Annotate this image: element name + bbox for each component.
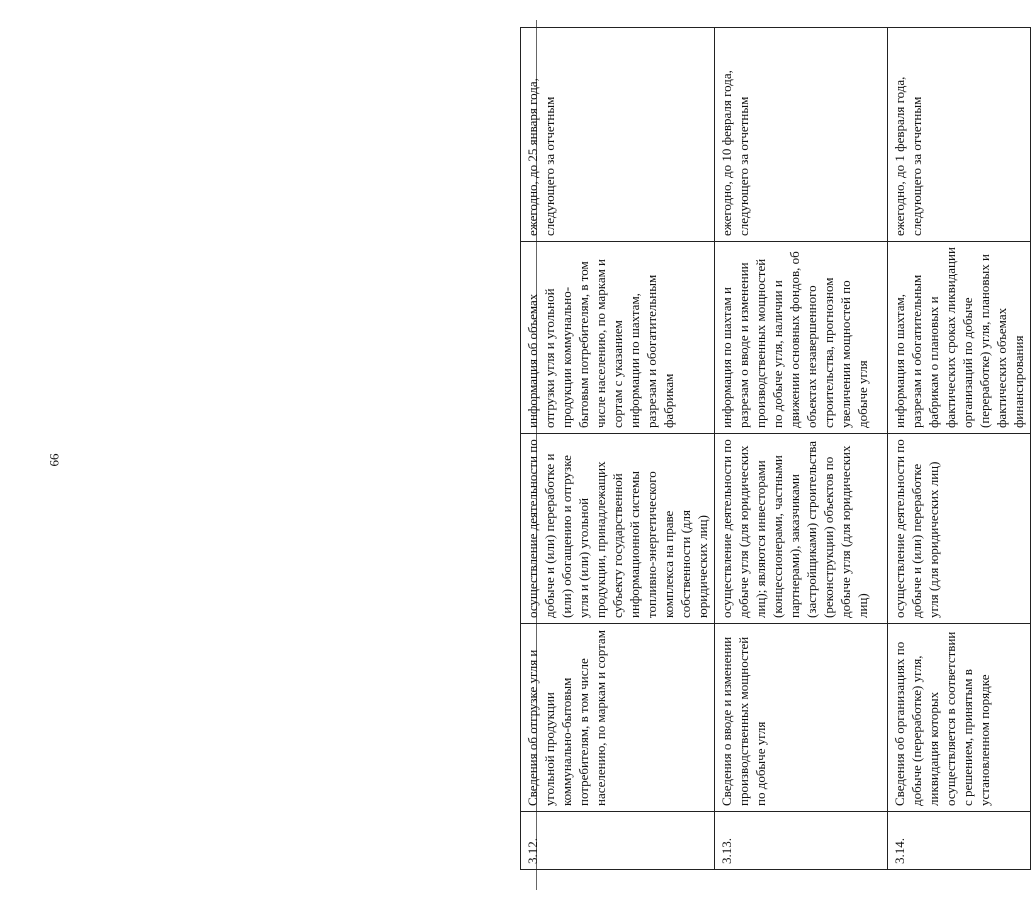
info-content: информация по шахтам, разрезам и обогатительным фабрикам о плановых и фактических сроках ликвидации организаций по добыче (переработке) угля, плановых и фактических объемах финансирования: [888, 242, 1031, 434]
row-number: 3.13.: [715, 812, 888, 870]
info-content: информация по шахтам и разрезам о вводе и изменении производственных мощностей по добыче угля, наличии и движении основных фондов, об объектах незавершенного строительства, прогнозном увеличении мощностей по добыче угля: [715, 242, 888, 434]
subject-activity: осуществление деятельности по добыче и (или) переработке и (или) обогащению и отгрузке угля и (или) угольной продукции, принадлежащих субъекту государственной информационной системы топливно-энергетического комплекса на праве собственности (для юридических лиц): [521, 434, 715, 624]
subject-activity: осуществление деятельности по добыче и (или) переработке угля (для юридических лиц): [888, 434, 1031, 624]
reporting-term: ежегодно, до 1 февраля года, следующего за отчетным: [888, 28, 1031, 242]
page-number: 66: [46, 453, 62, 467]
table-row: [888, 28, 1031, 870]
row-number: 3.12.: [521, 812, 715, 870]
reporting-term: ежегодно, до 25 января года, следующего за отчетным: [521, 28, 715, 242]
reporting-table: [520, 27, 1031, 870]
info-name: Сведения о вводе и изменении производственных мощностей по добыче угля: [715, 624, 888, 812]
table-row: [715, 28, 888, 870]
info-name: Сведения об организациях по добыче (переработке) угля, ликвидация которых осуществляется в соответствии с решением, принятым в установленном порядке: [888, 624, 1031, 812]
subject-activity: осуществление деятельности по добыче угля (для юридических лиц); являются инвесторами (концессионерами, частными партнерами), заказчиками (застройщиками) строительства (реконструкции) объектов по добыче угля (для юридических лиц): [715, 434, 888, 624]
rotated-page-content: [520, 28, 1026, 870]
info-name: Сведения об отгрузке угля и угольной продукции коммунально-бытовым потребителям, в том числе населению, по маркам и сортам: [521, 624, 715, 812]
row-number: 3.14.: [888, 812, 1031, 870]
info-content: информация об объемах отгрузки угля и угольной продукции коммунально-бытовым потребителям, в том числе населению, по маркам и сортам с указанием информации по шахтам, разрезам и обогатительным фабрикам: [521, 242, 715, 434]
table-row: [521, 28, 715, 870]
reporting-term: ежегодно, до 10 февраля года, следующего за отчетным: [715, 28, 888, 242]
